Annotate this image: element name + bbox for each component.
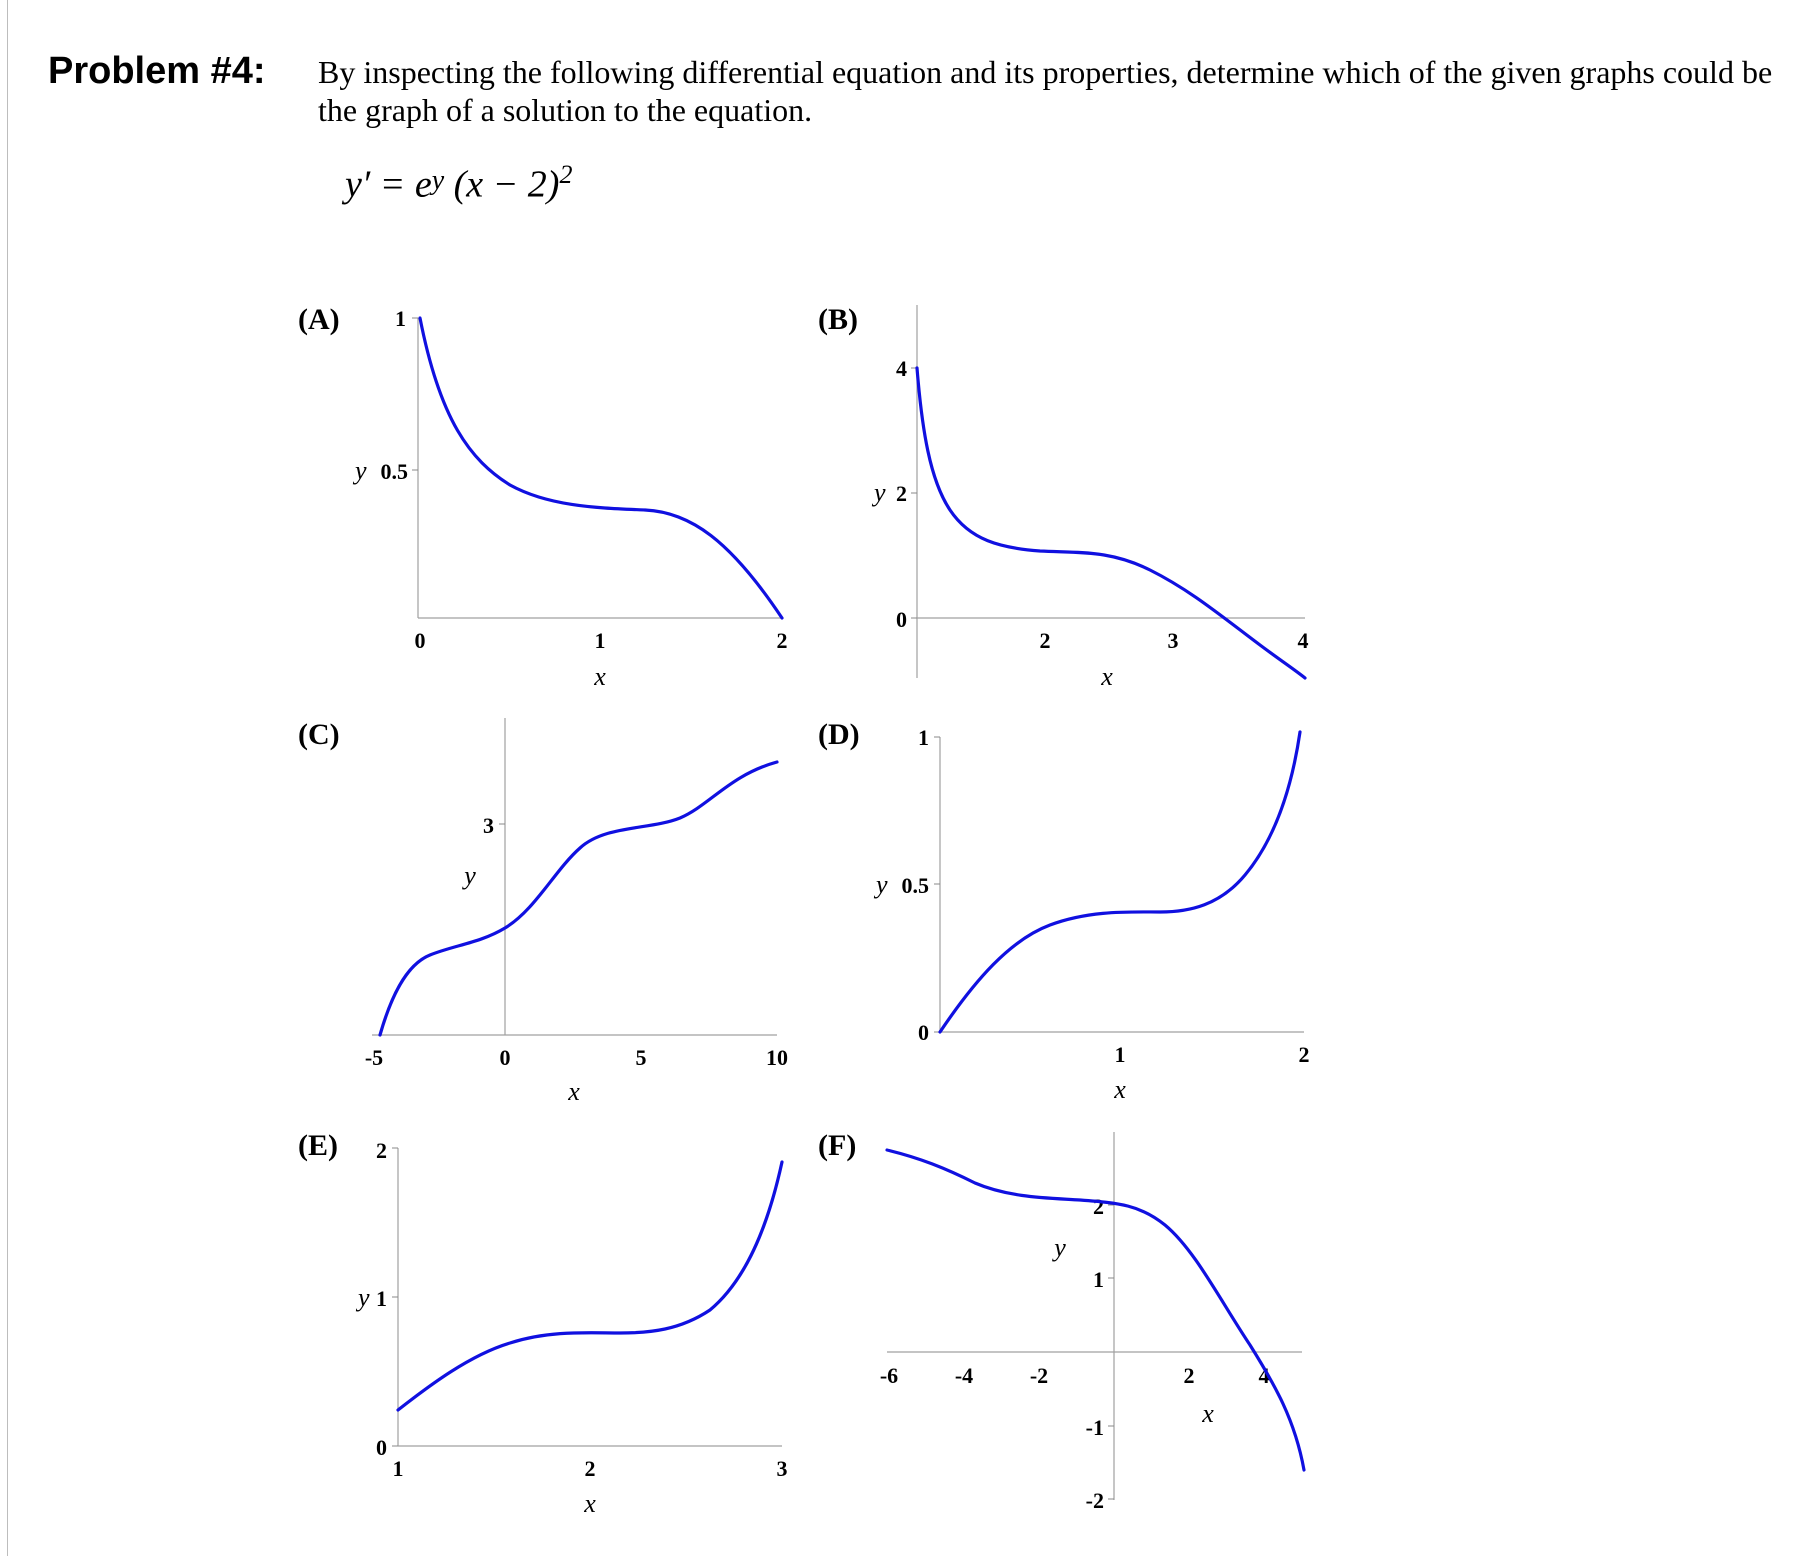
plot-f-xtick-label-2: 2	[1183, 1363, 1195, 1388]
plot-b-label: (B)	[818, 303, 858, 336]
plot-e-label: (E)	[298, 1129, 338, 1162]
plot-d-xtick-label-2: 2	[1298, 1042, 1310, 1067]
plot-a-curve	[420, 318, 782, 618]
plot-c-xtick-label-10: 10	[766, 1045, 788, 1070]
plot-a	[298, 303, 788, 691]
plot-b-ytick-label-2: 2	[896, 481, 907, 506]
equation-power: 2	[559, 160, 573, 189]
equation-rest: (x − 2)	[444, 163, 560, 206]
plot-b-xtick-label-4: 4	[1297, 628, 1309, 653]
plot-c-ytick-label-3: 3	[483, 813, 494, 838]
plot-b-ylabel: y	[874, 478, 886, 507]
plot-f-xtick-label-m2: -2	[1029, 1363, 1049, 1388]
plot-a-ytick-label-1: 1	[395, 306, 406, 331]
plot-d-label: (D)	[818, 718, 860, 751]
plot-a-ytick-label-05: 0.5	[380, 459, 408, 484]
plot-f-ytick-label-m1: -1	[1085, 1415, 1104, 1440]
plot-f-xtick-label-m4: -4	[954, 1363, 974, 1388]
plot-e-ytick-label-1: 1	[376, 1286, 387, 1311]
plot-a-xtick-label-1: 1	[594, 628, 606, 653]
plot-d-ytick-label-05: 0.5	[901, 873, 929, 898]
plot-c-curve	[380, 762, 777, 1035]
plot-f	[818, 1129, 1304, 1513]
equation-lhs: y′ = e	[345, 163, 432, 206]
plot-b-xtick-label-3: 3	[1167, 628, 1179, 653]
plot-e-xtick-label-3: 3	[776, 1456, 788, 1481]
equation-exponent: y	[431, 164, 445, 196]
plot-b-ytick-label-0: 0	[896, 607, 907, 632]
plot-f-ylabel: y	[1054, 1233, 1066, 1262]
plot-a-xlabel: x	[594, 662, 606, 691]
plot-d-curve	[940, 732, 1300, 1032]
plot-c-xtick-label-5: 5	[635, 1045, 647, 1070]
plot-e-xtick-label-1: 1	[392, 1456, 404, 1481]
plot-c	[298, 718, 788, 1106]
plot-f-xtick-label-4: 4	[1258, 1363, 1270, 1388]
plot-e-ylabel: y	[358, 1283, 370, 1312]
problem-heading: Problem #4:	[48, 50, 266, 92]
plot-d	[818, 718, 1310, 1104]
plot-c-xtick-label-0: 0	[499, 1045, 511, 1070]
plot-e-xtick-label-2: 2	[584, 1456, 596, 1481]
plot-e	[298, 1129, 788, 1518]
plot-f-ytick-label-1: 1	[1093, 1267, 1104, 1292]
plot-d-ytick-label-0: 0	[918, 1020, 929, 1045]
plot-c-xlabel: x	[568, 1077, 580, 1106]
plot-b-xlabel: x	[1101, 662, 1113, 691]
plot-f-xtick-label-m6: -6	[879, 1363, 899, 1388]
plot-e-curve	[398, 1162, 782, 1410]
plot-e-xlabel: x	[584, 1489, 596, 1518]
plot-c-label: (C)	[298, 718, 340, 751]
problem-text-line1: By inspecting the following differential equation and its properties, determine which of the given graphs could be	[318, 54, 1773, 90]
plot-f-ytick-label-2: 2	[1093, 1194, 1104, 1219]
plot-a-xtick-label-2: 2	[776, 628, 788, 653]
plot-d-xlabel: x	[1114, 1075, 1126, 1104]
plot-c-ylabel: y	[464, 861, 476, 890]
problem-text-line2: the graph of a solution to the equation.	[318, 92, 813, 128]
plot-b-xtick-label-2: 2	[1039, 628, 1051, 653]
plot-e-ytick-label-2: 2	[376, 1138, 387, 1163]
plot-b-curve	[917, 368, 1305, 678]
plot-e-ytick-label-0: 0	[376, 1435, 387, 1460]
plot-f-ytick-label-m2: -2	[1085, 1488, 1104, 1513]
plot-a-label: (A)	[298, 303, 340, 336]
plot-a-ylabel: y	[355, 456, 367, 485]
plot-b	[818, 303, 1309, 691]
plot-d-xtick-label-1: 1	[1114, 1042, 1126, 1067]
plot-a-xtick-label-0: 0	[414, 628, 426, 653]
plot-d-ytick-label-1: 1	[918, 725, 929, 750]
plot-f-xlabel: x	[1202, 1399, 1214, 1428]
plot-c-xtick-label-m5: -5	[364, 1045, 384, 1070]
plot-d-ylabel: y	[876, 870, 888, 899]
plot-b-ytick-label-4: 4	[896, 356, 907, 381]
plot-f-label: (F)	[818, 1129, 857, 1162]
